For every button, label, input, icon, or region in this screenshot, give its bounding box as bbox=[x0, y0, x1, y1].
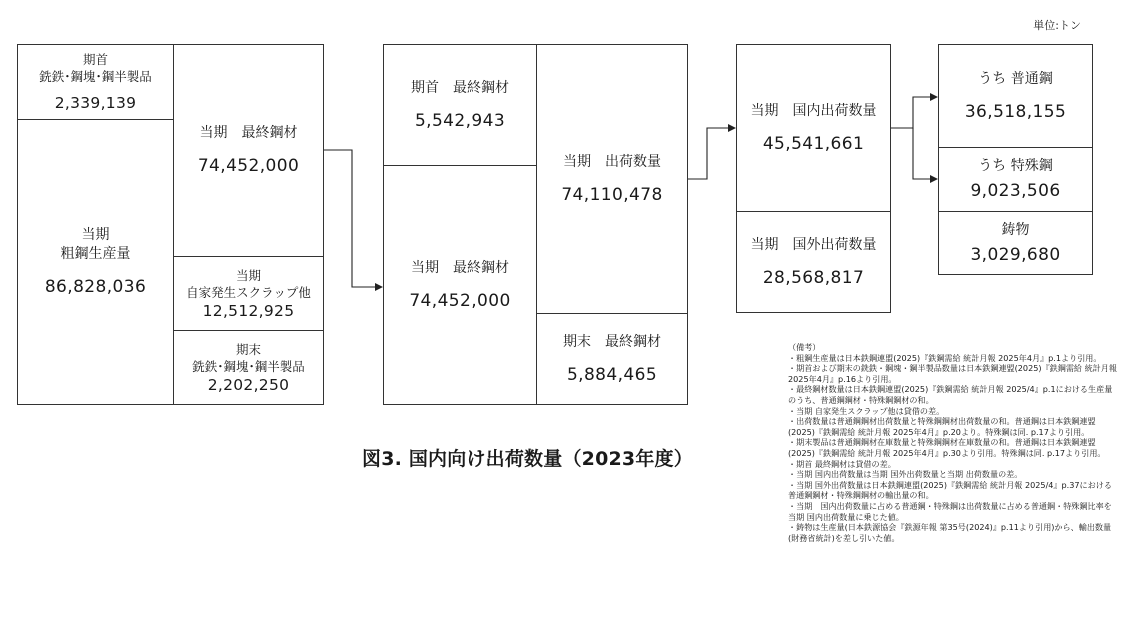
ordinary-steel-value: 36,518,155 bbox=[964, 101, 1067, 122]
crude-steel-value: 86,828,036 bbox=[44, 277, 147, 297]
special-steel-value: 9,023,506 bbox=[970, 181, 1061, 201]
opening-crude-label-2: 銑鉄･鋼塊･鋼半製品 bbox=[39, 69, 152, 84]
final-steel-value: 74,452,000 bbox=[197, 156, 300, 176]
notes-block bbox=[788, 342, 1118, 543]
unit-label: 単位:トン bbox=[1033, 19, 1081, 32]
crude-steel-label-2: 粗鋼生産量 bbox=[60, 246, 131, 262]
note-line: ・期首 最終鋼材は貸借の差。 bbox=[788, 458, 896, 469]
note-line: ・期首および期末の銑鉄・鋼塊・鋼半製品数量は日本鉄鋼連盟(2025)『鉄鋼需給 統計月報 2025年4月』p.16より引用。 bbox=[788, 363, 1117, 384]
shipments-box bbox=[536, 44, 688, 314]
crude-steel-box bbox=[17, 119, 174, 405]
final-steel-box bbox=[173, 44, 324, 257]
note-line: ・当期 国外出荷数量は日本鉄鋼連盟(2025)『鉄鋼需給 統計月報 2025/4』p.37における普通鋼鋼材・特殊鋼鋼材の輸出量の和。 bbox=[788, 479, 1112, 501]
note-line: ・期末製品は普通鋼鋼材在庫数量と特殊鋼鋼材在庫数量の和。普通鋼は日本鉄鋼連盟(2025)『鉄鋼需給 統計月報 2025年4月』p.30より引用。特殊鋼は同. p.17より引用。 bbox=[788, 437, 1106, 458]
opening-crude-value: 2,339,139 bbox=[54, 94, 137, 112]
closing-final-value: 5,884,465 bbox=[566, 364, 658, 385]
note-line: ・当期 国内出荷数量は当期 国外出荷数量と当期 出荷数量の差。 bbox=[788, 469, 1023, 480]
domestic-box bbox=[736, 44, 891, 212]
export-box bbox=[736, 211, 891, 313]
arrow-domestic-to-special bbox=[913, 128, 937, 179]
note-line: ・粗鋼生産量は日本鉄鋼連盟(2025)『鉄鋼需給 統計月報 2025年4月』p.1より引用。 bbox=[788, 352, 1102, 363]
figure-title: 図3. 国内向け出荷数量（2023年度） bbox=[362, 448, 693, 470]
opening-final-value: 5,542,943 bbox=[414, 110, 506, 131]
shipments-label: 当期 出荷数量 bbox=[563, 153, 661, 170]
domestic-label: 当期 国内出荷数量 bbox=[750, 102, 877, 119]
casting-value: 3,029,680 bbox=[970, 244, 1061, 265]
domestic-value: 45,541,661 bbox=[762, 133, 865, 154]
current-final-box bbox=[383, 165, 537, 405]
ordinary-steel-box bbox=[938, 44, 1093, 148]
opening-final-box bbox=[383, 44, 537, 166]
arrow-domestic-to-ordinary bbox=[891, 97, 937, 128]
scrap-value: 12,512,925 bbox=[202, 301, 295, 320]
closing-final-box bbox=[536, 313, 688, 405]
scrap-label-2: 自家発生スクラップ他 bbox=[186, 284, 311, 300]
scrap-box bbox=[173, 256, 324, 331]
note-line: ・出荷数量は普通鋼鋼材出荷数量と特殊鋼鋼材出荷数量の和。普通鋼は日本鉄鋼連盟(2025)『鉄鋼需給 統計月報 2025年4月』p.20より。特殊鋼は同. p.17より引用。 bbox=[788, 416, 1096, 437]
casting-box bbox=[938, 211, 1093, 275]
ordinary-steel-label: うち 普通鋼 bbox=[978, 70, 1053, 87]
closing-final-label: 期末 最終鋼材 bbox=[563, 333, 661, 350]
current-final-label: 当期 最終鋼材 bbox=[411, 259, 509, 276]
opening-crude-box bbox=[17, 44, 174, 120]
export-label: 当期 国外出荷数量 bbox=[750, 236, 877, 253]
note-line: ・鋳物は生産量(日本鉄源協会『鉄源年報 第35号(2024)』p.11より引用)から、輸出数量(財務省統計)を差し引いた値。 bbox=[788, 522, 1112, 543]
arrow-shipments-to-domestic bbox=[688, 128, 735, 179]
scrap-label-1: 当期 bbox=[235, 267, 261, 283]
note-line: ・最終鋼材数量は日本鉄鋼連盟(2025)『鉄鋼需給 統計月報 2025/4』p.1における生産量のうち、普通鋼鋼材・特殊鋼鋼材の和。 bbox=[788, 384, 1113, 405]
opening-crude-label-1: 期首 bbox=[82, 52, 108, 67]
note-line: ・当期 自家発生スクラップ他は貸借の差。 bbox=[788, 405, 945, 416]
current-final-value: 74,452,000 bbox=[409, 290, 511, 311]
closing-crude-box bbox=[173, 330, 324, 405]
closing-crude-value: 2,202,250 bbox=[207, 375, 290, 394]
shipments-value: 74,110,478 bbox=[561, 184, 663, 205]
casting-label: 鋳物 bbox=[1001, 221, 1030, 238]
special-steel-box bbox=[938, 147, 1093, 212]
final-steel-label: 当期 最終鋼材 bbox=[199, 125, 298, 141]
note-line: （備考） bbox=[788, 342, 821, 352]
note-line: ・当期 国内出荷数量に占める普通鋼・特殊鋼は出荷数量に占める普通鋼・特殊鋼比率を当期 国内出荷数量に乗じた値。 bbox=[788, 500, 1112, 522]
crude-steel-label-1: 当期 bbox=[81, 227, 110, 243]
closing-crude-label-2: 銑鉄･鋼塊･鋼半製品 bbox=[192, 358, 305, 374]
special-steel-label: うち 特殊鋼 bbox=[978, 158, 1053, 174]
export-value: 28,568,817 bbox=[762, 267, 865, 288]
closing-crude-label-1: 期末 bbox=[235, 341, 261, 357]
opening-final-label: 期首 最終鋼材 bbox=[411, 79, 509, 96]
arrow-final-steel-to-current-final bbox=[324, 150, 382, 287]
